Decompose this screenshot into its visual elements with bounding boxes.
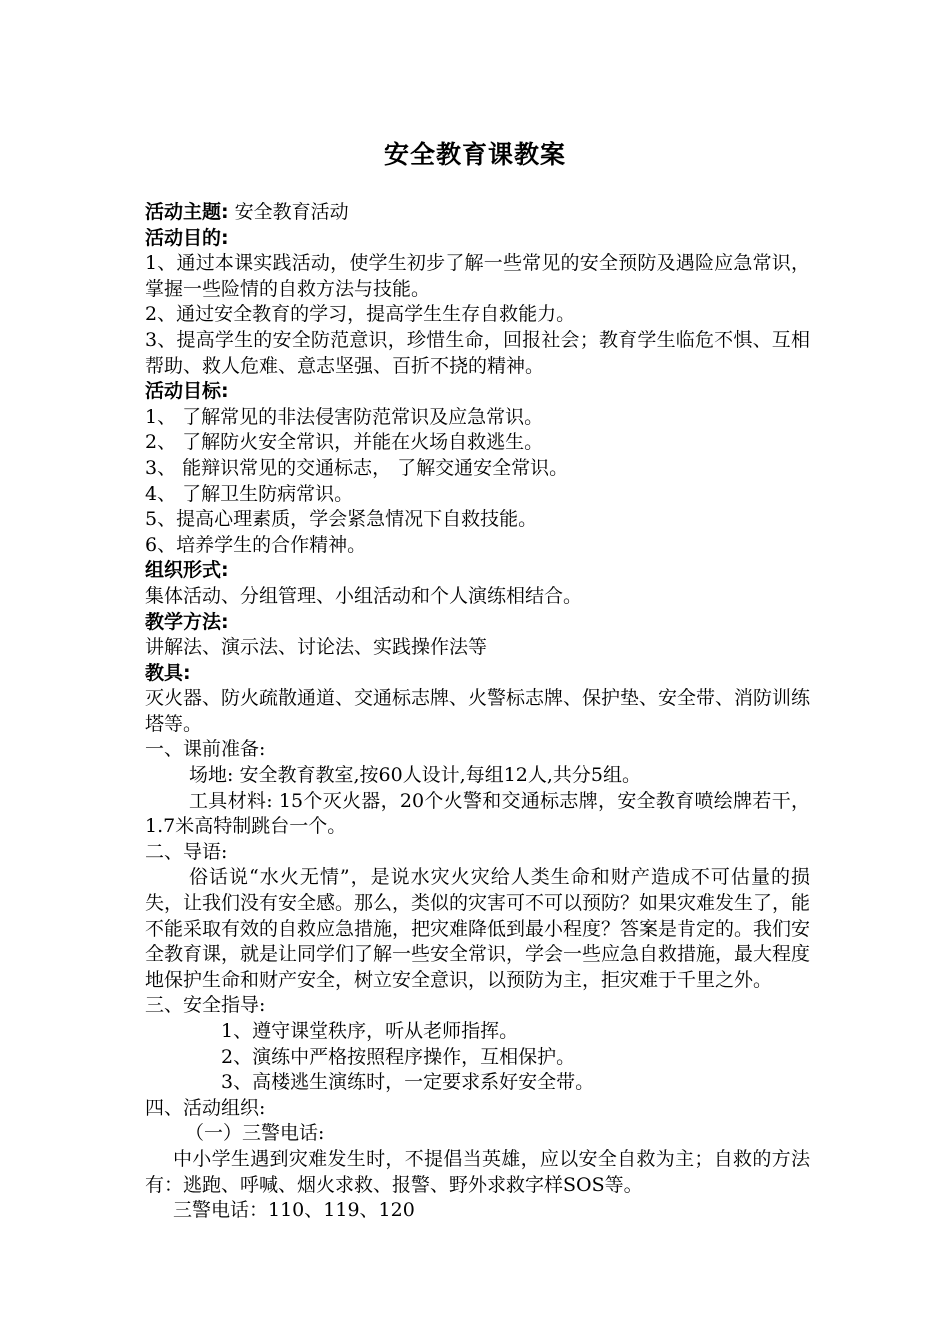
purpose-label: 活动目的	[145, 226, 222, 249]
purpose-sep: :	[221, 226, 229, 249]
method-heading	[145, 610, 810, 636]
theme-value: 安全教育活动	[228, 201, 349, 223]
method-text: 讲解法、演示法、讨论法、实践操作法等	[145, 636, 488, 659]
form-sep: :	[221, 559, 229, 582]
guide-item: 3、高楼逃生演练时，一定要求系好安全带。	[221, 1071, 595, 1094]
tools-sep: :	[183, 661, 191, 684]
document-title: 安全教育课教案	[383, 140, 566, 169]
goals-sep: :	[221, 380, 229, 403]
tools-heading	[145, 661, 810, 687]
intro-text: 俗话说“水火无情”，是说水灾火灾给人类生命和财产造成不可估量的损失，让我们没有安全感。那么，类似的灾害可不可以预防？如果灾难发生了，能不能采取有效的自救应急措施，把灾难降低到最小程度？答案是肯定的。我们安全教育课，就是让同学们了解一些安全常识，学会一些应急自救措施，最大程度地保护生命和财产安全，树立安全意识，以预防为主，拒灾难于千里之外。	[145, 866, 811, 991]
org-phones: 三警电话：110、119、120	[173, 1199, 415, 1222]
theme-line	[145, 200, 810, 226]
theme-label: 活动主题	[145, 201, 222, 223]
purpose-item: 2、通过安全教育的学习，提高学生生存自救能力。	[145, 303, 576, 326]
guide-item: 2、演练中严格按照程序操作，互相保护。	[221, 1045, 576, 1068]
goal-item: 1、 了解常见的非法侵害防范常识及应急常识。	[145, 405, 544, 428]
method-sep: :	[221, 610, 229, 633]
guide-heading: 三、安全指导:	[145, 994, 266, 1017]
prep-venue: 场地: 安全教育教室,按60人设计,每组12人,共分5组。	[189, 764, 642, 787]
intro-heading: 二、导语:	[145, 840, 228, 863]
guide-item: 1、遵守课堂秩序，听从老师指挥。	[221, 1020, 519, 1042]
org-text: 中小学生遇到灾难发生时，不提倡当英雄，应以安全自救为主；自救的方法有：逃跑、呼喊、烟火求救、报警、野外求救字样SOS等。	[145, 1147, 810, 1196]
goal-item: 2、 了解防火安全常识，并能在火场自救逃生。	[145, 431, 544, 454]
tools-label: 教具	[145, 661, 184, 684]
goal-item: 5、提高心理素质，学会紧急情况下自救技能。	[145, 508, 538, 531]
form-label: 组织形式	[145, 559, 222, 582]
purpose-item: 1、通过本课实践活动，使学生初步了解一些常见的安全预防及遇险应急常识，掌握一些险情的自救方法与技能。	[145, 252, 810, 300]
form-heading	[145, 558, 810, 584]
form-text: 集体活动、分组管理、小组活动和个人演练相结合。	[145, 584, 583, 607]
method-label: 教学方法	[145, 610, 222, 633]
prep-materials: 工具材料: 15个灭火器，20个火警和交通标志牌，安全教育喷绘牌若干，1.7米高特制跳台一个。	[145, 789, 810, 838]
tools-text: 灭火器、防火疏散通道、交通标志牌、火警标志牌、保护垫、安全带、消防训练塔等。	[145, 687, 811, 735]
purpose-item: 3、提高学生的安全防范意识，珍惜生命，回报社会；教育学生临危不惧、互相帮助、救人危难、意志坚强、百折不挠的精神。	[145, 328, 810, 377]
goal-item: 4、 了解卫生防病常识。	[145, 482, 354, 505]
goal-item: 3、 能辩识常见的交通标志， 了解交通安全常识。	[145, 456, 569, 479]
prep-heading: 一、课前准备:	[145, 738, 266, 761]
goals-label: 活动目标	[145, 380, 222, 403]
org-heading: 四、活动组织:	[145, 1096, 266, 1119]
purpose-heading	[145, 226, 810, 252]
document-body	[145, 200, 810, 1224]
theme-sep: :	[221, 201, 229, 223]
org-subheading: （一）三警电话:	[185, 1122, 325, 1145]
goal-item: 6、培养学生的合作精神。	[145, 533, 367, 556]
goals-heading	[145, 379, 810, 405]
